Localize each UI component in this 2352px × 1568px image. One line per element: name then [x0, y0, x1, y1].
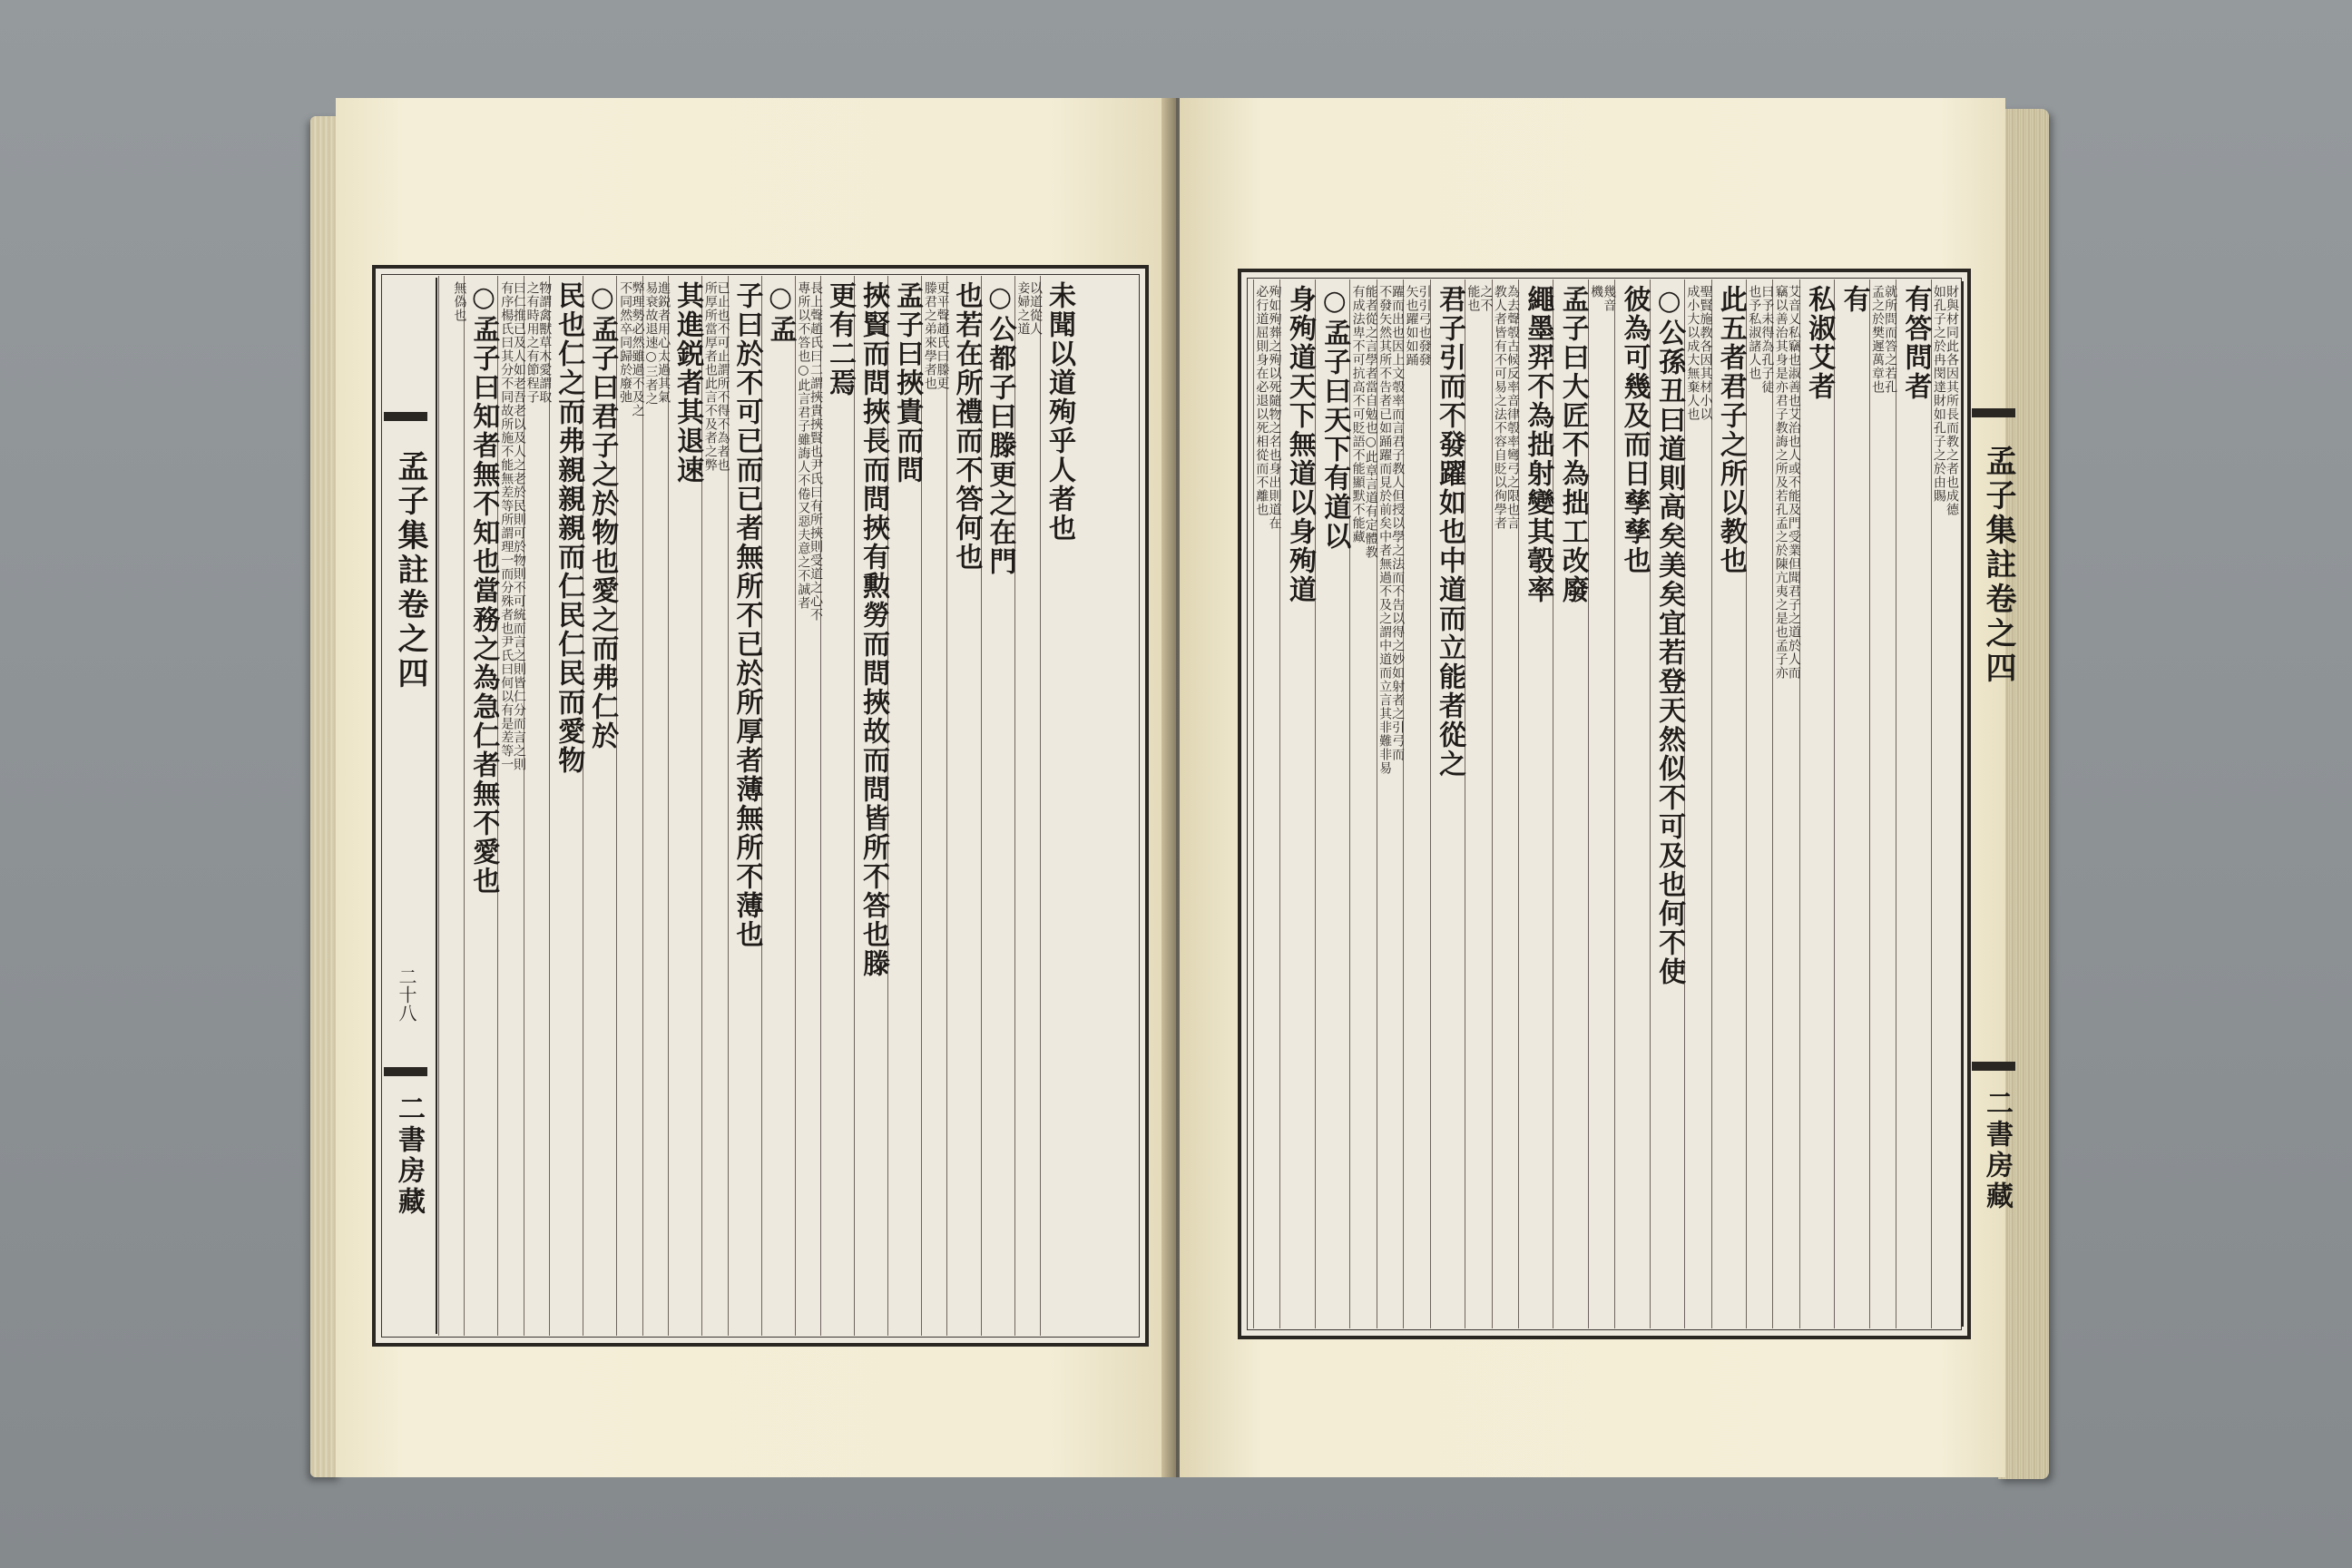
main-text-column: ○孟子曰君子之於物也愛之而弗仁於 — [586, 281, 619, 750]
main-text-column: 身殉道天下無道以身殉道 — [1283, 285, 1316, 604]
commentary-column: 艾音乂私竊也淑善也艾治也人或不能及門受業但聞君子之道於人而 竊以善治其身是亦君子教誨之所及若孔孟之於陳亢夷之是也孟子亦 — [1773, 285, 1801, 680]
fish-tail-mark — [384, 1067, 427, 1076]
main-text-column: 更有二焉 — [824, 281, 857, 397]
page-number: 二十八 — [396, 967, 417, 1022]
column-rule — [438, 276, 439, 1336]
commentary-column: 殉如殉葬之殉以死隨物之名也身出則道在 必行道屈則身在必退以死相從而不離也 — [1254, 285, 1282, 530]
commentary-column: 幾音 機 — [1589, 285, 1617, 312]
main-text-column: ○孟子曰知者無不知也當務之為急仁者無不愛也 — [467, 281, 500, 896]
main-text-column: 君子引而不發躍如也中道而立能者從之 — [1434, 285, 1466, 779]
main-text-column: 彼為可幾及而日孳孳也 — [1618, 285, 1651, 575]
commentary-column: 長上聲趙氏曰二謂挾貴挾賢也尹氏曰有所挾則受道之心不 專所以不答也○此言君子雖誨人不倦又惡夫意之不誠者 — [796, 281, 823, 622]
main-text-column: ○孟 — [764, 281, 797, 344]
column-rule — [1253, 279, 1254, 1328]
fish-tail-mark — [384, 412, 427, 421]
main-text-column: 挾賢而問挾長而問挾有勲勞而問挾故而問皆所不答也滕 — [858, 281, 890, 978]
main-text-column: ○公孫丑曰道則高矣美矣宜若登天然似不可及也何不使 — [1653, 285, 1686, 986]
commentary-column: 引引弓也發發 矢也躍如如踊 — [1404, 285, 1432, 367]
fish-tail-mark — [1972, 408, 2015, 417]
main-text-column: 私淑艾者 — [1803, 285, 1836, 401]
book-title: 孟子集註卷之四 — [1980, 445, 2016, 686]
commentary-column: 能者從之言學者當自勉也○此章言道有定體教 有成法卑不可抗高不可貶語不能顯默不能藏 — [1350, 285, 1378, 559]
main-text-column: 孟子曰挾貴而問 — [891, 281, 924, 485]
publisher-mark: 二書房藏 — [393, 1094, 425, 1218]
commentary-column: 之不 能也 — [1465, 285, 1494, 312]
commentary-column: 財與材同此各因其所長而教之者也成德 如孔子之於冉閔達財如孔子之於由賜 — [1931, 285, 1959, 516]
commentary-column: 曰仁推已及人如老吾老以及人之老於民則可於物則不可統而言之則皆仁分而言之則 有序楊氏曰其分不同故所施不能無差等所謂理一而分殊者也尹氏曰何以有是差等一 — [499, 281, 526, 771]
commentary-column: 更平聲趙氏曰滕更 滕君之弟來學者也 — [922, 281, 950, 390]
main-text-column: 民也仁之而弗親親親而仁民仁民而愛物 — [553, 281, 585, 775]
open-book — [310, 98, 2049, 1477]
main-text-column: ○公都子曰滕更之在門 — [984, 281, 1016, 576]
main-text-column: 有 — [1838, 285, 1870, 314]
publisher-mark: 二書房藏 — [1981, 1089, 2013, 1212]
left-margin-strip — [374, 278, 437, 1334]
left-page — [336, 98, 1176, 1477]
commentary-column: 進鋭者用心太過其氣 易衰故退速○三者之 — [643, 281, 671, 406]
commentary-column: 以道從人 妾婦之道 — [1015, 281, 1043, 336]
main-text-column: 有答問者 — [1899, 285, 1932, 401]
main-text-column: 孟子曰大匠不為拙工改廢 — [1556, 285, 1589, 604]
commentary-column: 躍而出也因上文彀率而言君子教人但授以學之法而不告以得之妙如射者之引弓而 不發矢然其所不告者已如踊躍而見於前矣中者無過不及之謂中道而立言其非難非易 — [1377, 285, 1406, 775]
commentary-column: 聖賢施教各因其材小以 成小大以成大無棄人也 — [1685, 285, 1713, 421]
commentary-column: 無偽也 — [452, 281, 467, 322]
left-text-block — [372, 265, 1149, 1347]
main-text-column: 也若在所禮而不答何也 — [950, 281, 983, 572]
right-margin-strip — [1962, 281, 2024, 1327]
main-text-column: 繩墨羿不為拙射變其彀率 — [1522, 285, 1554, 604]
book-title: 孟子集註卷之四 — [392, 450, 428, 691]
commentary-column: 就所問而答之若孔 孟之於樊遲萬章也 — [1870, 285, 1898, 394]
fish-tail-mark — [1972, 1062, 2015, 1071]
main-text-column: 子曰於不可已而已者無所不已於所厚者薄無所不薄也 — [730, 281, 763, 949]
main-text-column: 其進鋭者其退速 — [671, 281, 704, 485]
commentary-column: 曰予未得為孔子徒 也予私淑諸人也 — [1747, 285, 1775, 394]
main-text-column: ○孟子曰天下有道以 — [1318, 285, 1351, 551]
right-text-block — [1238, 269, 2016, 1339]
main-text-column: 未聞以道殉乎人者也 — [1043, 281, 1075, 543]
commentary-column: 弊理勢必然雖過不及之 不同然卒同歸於廢弛 — [618, 281, 645, 417]
right-page — [1180, 98, 2016, 1477]
commentary-column: 為去聲彀古候反率音律彀率彎弓之限也言 教人者皆有不可易之法不容自貶以徇學者 — [1492, 285, 1520, 530]
commentary-column: 已止也不可止謂所不得不為者也 所厚所當厚者也此言不及者之弊 — [702, 281, 730, 472]
main-text-column: 此五者君子之所以教也 — [1714, 285, 1747, 575]
commentary-column: 物謂禽獸草木愛謂取 之有時用之有節程子 — [524, 281, 553, 404]
